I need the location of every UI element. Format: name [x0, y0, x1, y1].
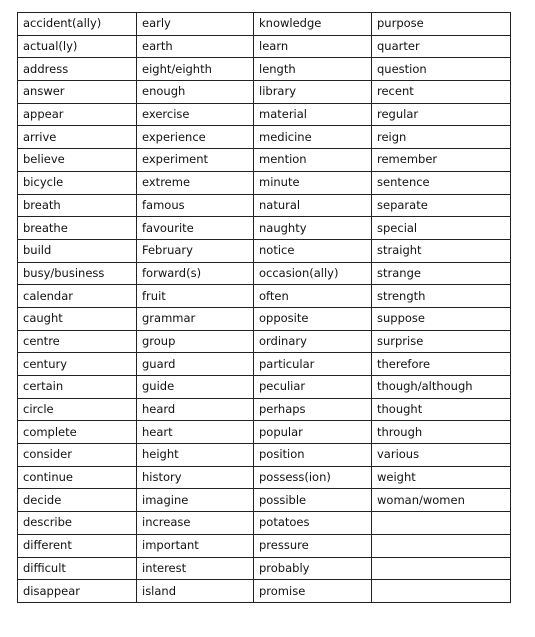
table-row	[18, 239, 511, 262]
word-cell: opposite	[254, 307, 372, 330]
table-row	[18, 285, 511, 308]
table-row	[18, 376, 511, 399]
word-cell: early	[137, 13, 254, 36]
word-cell: guide	[137, 376, 254, 399]
word-cell: calendar	[18, 285, 137, 308]
word-cell: naughty	[254, 217, 372, 240]
word-cell: ordinary	[254, 330, 372, 353]
word-table	[17, 12, 511, 603]
word-cell: describe	[18, 512, 137, 535]
word-cell: woman/women	[372, 489, 511, 512]
table-row	[18, 81, 511, 104]
word-cell: reign	[372, 126, 511, 149]
word-cell: centre	[18, 330, 137, 353]
word-cell: interest	[137, 557, 254, 580]
word-list-sheet	[17, 12, 511, 603]
word-cell: knowledge	[254, 13, 372, 36]
word-cell: notice	[254, 239, 372, 262]
word-cell: suppose	[372, 307, 511, 330]
table-row	[18, 580, 511, 603]
table-row	[18, 512, 511, 535]
word-cell: length	[254, 58, 372, 81]
table-row	[18, 126, 511, 149]
word-cell: continue	[18, 466, 137, 489]
word-cell: caught	[18, 307, 137, 330]
table-row	[18, 307, 511, 330]
word-cell: purpose	[372, 13, 511, 36]
word-cell: probably	[254, 557, 372, 580]
table-row	[18, 444, 511, 467]
word-cell: different	[18, 534, 137, 557]
word-cell: medicine	[254, 126, 372, 149]
word-cell: consider	[18, 444, 137, 467]
word-cell: material	[254, 103, 372, 126]
word-cell: imagine	[137, 489, 254, 512]
word-cell: heart	[137, 421, 254, 444]
word-cell: bicycle	[18, 171, 137, 194]
word-cell: question	[372, 58, 511, 81]
table-row	[18, 103, 511, 126]
word-cell: mention	[254, 149, 372, 172]
word-cell: quarter	[372, 35, 511, 58]
table-row	[18, 262, 511, 285]
word-cell: possess(ion)	[254, 466, 372, 489]
word-cell: address	[18, 58, 137, 81]
word-cell: promise	[254, 580, 372, 603]
word-cell: actual(ly)	[18, 35, 137, 58]
word-cell: important	[137, 534, 254, 557]
word-cell: experience	[137, 126, 254, 149]
table-row	[18, 421, 511, 444]
table-row	[18, 194, 511, 217]
table-row	[18, 330, 511, 353]
word-cell: appear	[18, 103, 137, 126]
word-cell: complete	[18, 421, 137, 444]
table-row	[18, 35, 511, 58]
word-cell: special	[372, 217, 511, 240]
word-cell: answer	[18, 81, 137, 104]
word-cell: busy/business	[18, 262, 137, 285]
word-cell: library	[254, 81, 372, 104]
word-cell: often	[254, 285, 372, 308]
word-cell: peculiar	[254, 376, 372, 399]
word-cell: fruit	[137, 285, 254, 308]
table-row	[18, 353, 511, 376]
word-cell: build	[18, 239, 137, 262]
table-row	[18, 489, 511, 512]
word-cell: separate	[372, 194, 511, 217]
word-cell: minute	[254, 171, 372, 194]
word-cell: position	[254, 444, 372, 467]
word-cell	[372, 557, 511, 580]
word-cell: forward(s)	[137, 262, 254, 285]
word-cell: February	[137, 239, 254, 262]
word-cell: popular	[254, 421, 372, 444]
table-row	[18, 466, 511, 489]
word-cell: weight	[372, 466, 511, 489]
word-cell: difficult	[18, 557, 137, 580]
word-cell: strange	[372, 262, 511, 285]
word-cell: remember	[372, 149, 511, 172]
word-cell: occasion(ally)	[254, 262, 372, 285]
word-cell: earth	[137, 35, 254, 58]
word-cell: eight/eighth	[137, 58, 254, 81]
word-cell: strength	[372, 285, 511, 308]
word-cell: exercise	[137, 103, 254, 126]
word-cell: accident(ally)	[18, 13, 137, 36]
word-cell: group	[137, 330, 254, 353]
word-cell: possible	[254, 489, 372, 512]
word-cell: enough	[137, 81, 254, 104]
table-row	[18, 398, 511, 421]
word-cell: potatoes	[254, 512, 372, 535]
word-cell: experiment	[137, 149, 254, 172]
word-cell	[372, 580, 511, 603]
word-cell: disappear	[18, 580, 137, 603]
word-cell: through	[372, 421, 511, 444]
word-cell: breath	[18, 194, 137, 217]
word-cell: regular	[372, 103, 511, 126]
word-cell: grammar	[137, 307, 254, 330]
word-cell: favourite	[137, 217, 254, 240]
word-cell: breathe	[18, 217, 137, 240]
word-cell: island	[137, 580, 254, 603]
word-cell: believe	[18, 149, 137, 172]
word-cell: therefore	[372, 353, 511, 376]
table-row	[18, 58, 511, 81]
word-cell: extreme	[137, 171, 254, 194]
word-cell: various	[372, 444, 511, 467]
word-cell: though/although	[372, 376, 511, 399]
word-cell: height	[137, 444, 254, 467]
word-cell: famous	[137, 194, 254, 217]
word-cell: arrive	[18, 126, 137, 149]
word-cell: certain	[18, 376, 137, 399]
word-cell: increase	[137, 512, 254, 535]
word-cell: surprise	[372, 330, 511, 353]
table-row	[18, 534, 511, 557]
word-cell: learn	[254, 35, 372, 58]
table-row	[18, 171, 511, 194]
word-cell: guard	[137, 353, 254, 376]
word-cell	[372, 534, 511, 557]
table-row	[18, 13, 511, 36]
word-cell: century	[18, 353, 137, 376]
word-cell: perhaps	[254, 398, 372, 421]
word-cell	[372, 512, 511, 535]
word-cell: thought	[372, 398, 511, 421]
word-cell: sentence	[372, 171, 511, 194]
word-cell: natural	[254, 194, 372, 217]
word-cell: history	[137, 466, 254, 489]
word-cell: decide	[18, 489, 137, 512]
word-cell: pressure	[254, 534, 372, 557]
word-cell: heard	[137, 398, 254, 421]
word-cell: straight	[372, 239, 511, 262]
table-row	[18, 217, 511, 240]
table-row	[18, 557, 511, 580]
word-cell: circle	[18, 398, 137, 421]
table-row	[18, 149, 511, 172]
word-cell: particular	[254, 353, 372, 376]
word-cell: recent	[372, 81, 511, 104]
